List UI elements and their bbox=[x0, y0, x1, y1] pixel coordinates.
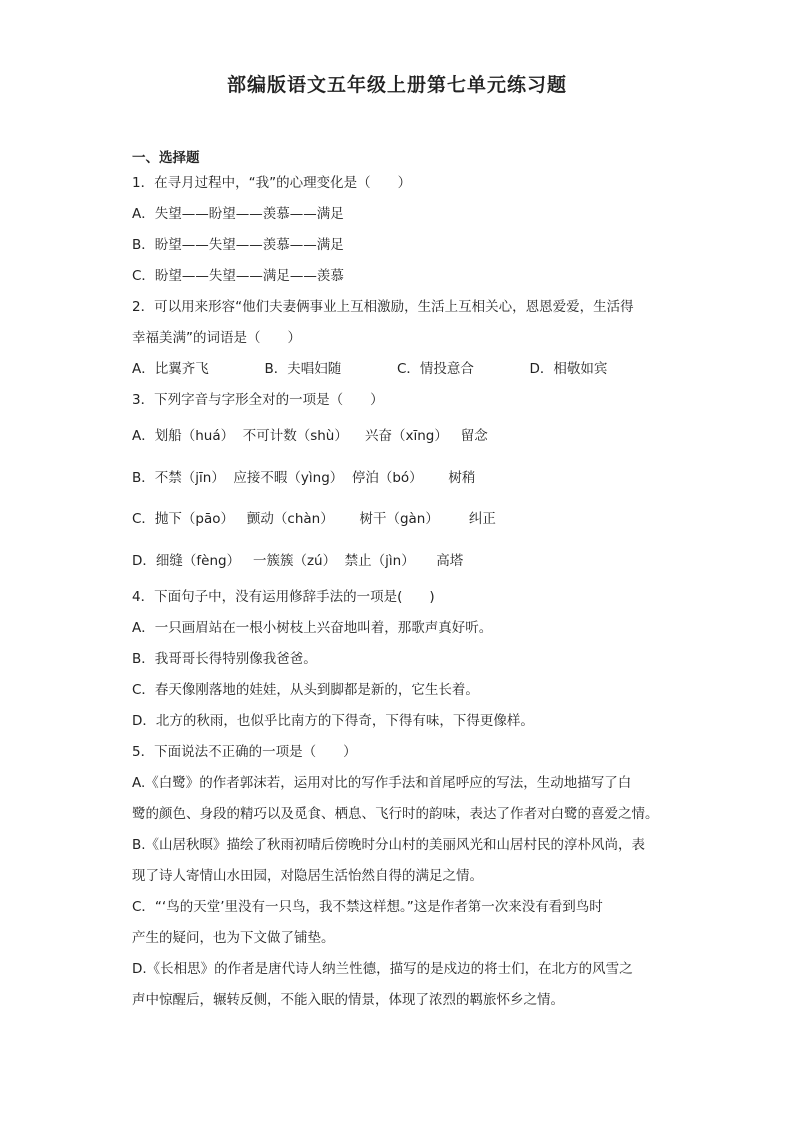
question-list bbox=[132, 168, 662, 1016]
option-a: A．比翼齐飞 bbox=[132, 361, 209, 377]
question-3 bbox=[132, 385, 662, 582]
option-d: D.《长相思》的作者是唐代诗人纳兰性德，描写的是戍边的将士们，在北方的风雪之 bbox=[132, 961, 633, 977]
question-stem: 3．下列字音与字形全对的一项是（ ） bbox=[132, 392, 384, 408]
option-d: D．细缝（fèng） 一簇簇（zú） 禁止（jìn） 高塔 bbox=[132, 552, 464, 569]
option-b: B．不禁（jīn） 应接不暇（yìng） 停泊（bó） 树稍 bbox=[132, 469, 476, 486]
option-b: B．夫唱妇随 bbox=[264, 361, 342, 377]
option-c: C．“‘鸟的天堂’里没有一只鸟，我不禁这样想。”这是作者第一次来没有看到鸟时 bbox=[132, 899, 603, 915]
option-c: C．情投意合 bbox=[397, 361, 474, 377]
option-c: C．春天像刚落地的娃娃，从头到脚都是新的，它生长着。 bbox=[132, 682, 479, 698]
option-b: B．我哥哥长得特别像我爸爸。 bbox=[132, 651, 317, 667]
question-2 bbox=[132, 292, 662, 385]
option-a: A．划船（huá） 不可计数（shù） 兴奋（xīng） 留念 bbox=[132, 428, 488, 444]
page-title: 部编版语文五年级上册第七单元练习题 bbox=[226, 74, 567, 96]
question-stem: 4．下面句子中，没有运用修辞手法的一项是( ) bbox=[132, 589, 435, 605]
option-row bbox=[132, 354, 662, 385]
question-stem: 2．可以用来形容“他们夫妻俩事业上互相激励，生活上互相关心，恩恩爱爱，生活得 bbox=[132, 299, 634, 315]
option-b: B.《山居秋暝》描绘了秋雨初晴后傍晚时分山村的美丽风光和山居村民的淳朴风尚，表 bbox=[132, 837, 646, 853]
option-a-continued: 鹭的颜色、身段的精巧以及觅食、栖息、飞行时的韵味，表达了作者对白鹭的喜爱之情。 bbox=[132, 806, 659, 822]
question-1 bbox=[132, 168, 662, 292]
question-stem: 5．下面说法不正确的一项是（ ） bbox=[132, 744, 357, 760]
question-4 bbox=[132, 582, 662, 737]
option-c: C．盼望——失望——满足——羡慕 bbox=[132, 268, 344, 284]
option-d: D．相敬如宾 bbox=[529, 361, 608, 377]
section-heading: 一、选择题 bbox=[132, 150, 200, 166]
option-c: C．抛下（pāo） 颤动（chàn） 树干（gàn） 纠正 bbox=[132, 511, 496, 527]
question-stem-continued: 幸福美满”的词语是（ ） bbox=[132, 330, 301, 346]
option-a: A.《白鹭》的作者郭沫若，运用对比的写作手法和首尾呼应的写法，生动地描写了白 bbox=[132, 775, 632, 791]
option-d: D．北方的秋雨，也似乎比南方的下得奇，下得有味，下得更像样。 bbox=[132, 713, 534, 729]
option-b: B．盼望——失望——羡慕——满足 bbox=[132, 237, 344, 253]
option-b-continued: 现了诗人寄情山水田园，对隐居生活怡然自得的满足之情。 bbox=[132, 868, 483, 884]
question-stem: 1．在寻月过程中，“我”的心理变化是（ ） bbox=[132, 175, 412, 191]
option-a: A．失望——盼望——羡慕——满足 bbox=[132, 206, 344, 222]
option-d-continued: 声中惊醒后，辗转反侧，不能入眠的情景，体现了浓烈的羁旅怀乡之情。 bbox=[132, 992, 564, 1008]
option-c-continued: 产生的疑问，也为下文做了铺垫。 bbox=[132, 930, 335, 946]
option-a: A．一只画眉站在一根小树枝上兴奋地叫着，那歌声真好听。 bbox=[132, 620, 493, 636]
question-5 bbox=[132, 737, 662, 1016]
